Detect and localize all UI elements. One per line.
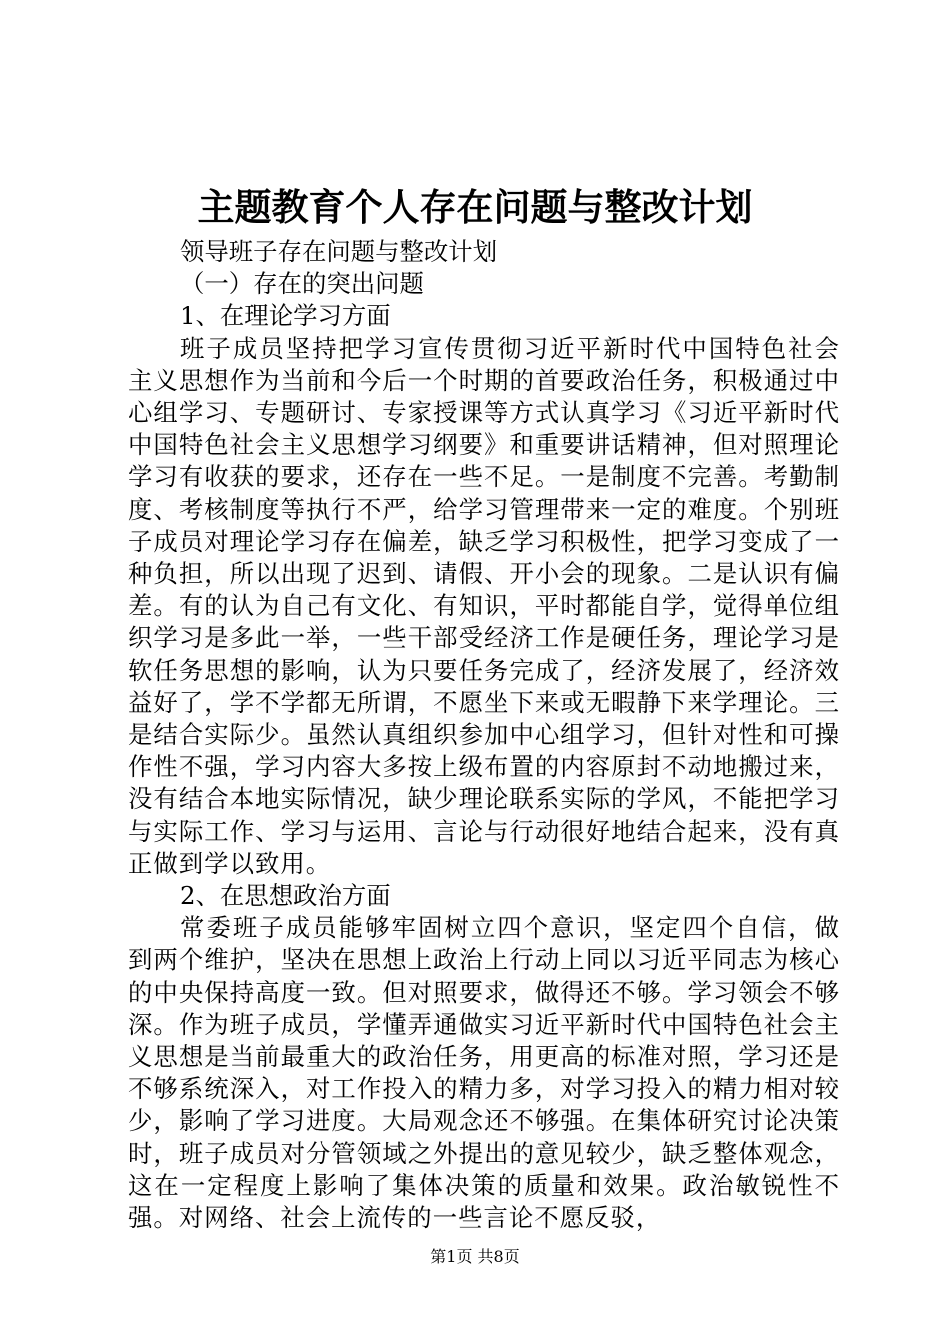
document-body	[128, 236, 840, 1234]
paragraph-politics: 常委班子成员能够牢固树立四个意识，坚定四个自信，做到两个维护，坚决在思想上政治上行动上同以习近平同志为核心的中央保持高度一致。但对照要求，做得还不够。学习领会不够深。作为班子成员，学懂弄通做实习近平新时代中国特色社会主义思想是当前最重大的政治任务，用更高的标准对照，学习还是不够系统深入，对工作投入的精力多，对学习投入的精力相对较少，影响了学习进度。大局观念还不够强。在集体研究讨论决策时，班子成员对分管领域之外提出的意见较少，缺乏整体观念，这在一定程度上影响了集体决策的质量和效果。政治敏锐性不强。对网络、社会上流传的一些言论不愿反驳，	[128, 913, 840, 1233]
paragraph-theory: 班子成员坚持把学习宣传贯彻习近平新时代中国特色社会主义思想作为当前和今后一个时期的首要政治任务，积极通过中心组学习、专题研讨、专家授课等方式认真学习《习近平新时代中国特色社会主义思想学习纲要》和重要讲话精神，但对照理论学习有收获的要求，还存在一些不足。一是制度不完善。考勤制度、考核制度等执行不严，给学习管理带来一定的难度。个别班子成员对理论学习存在偏差，缺乏学习积极性，把学习变成了一种负担，所以出现了迟到、请假、开小会的现象。二是认识有偏差。有的认为自己有文化、有知识，平时都能自学，觉得单位组织学习是多此一举，一些干部受经济工作是硬任务，理论学习是软任务思想的影响，认为只要任务完成了，经济发展了，经济效益好了，学不学都无所谓，不愿坐下来或无暇静下来学理论。三是结合实际少。虽然认真组织参加中心组学习，但针对性和可操作性不强，学习内容大多按上级布置的内容原封不动地搬过来，没有结合本地实际情况，缺少理论联系实际的学风，不能把学习与实际工作、学习与运用、言论与行动很好地结合起来，没有真正做到学以致用。	[128, 333, 840, 878]
page-footer: 第1页 共8页	[430, 1247, 520, 1266]
section-heading-leadership: 领导班子存在问题与整改计划	[180, 237, 498, 266]
subsection-heading-theory: 1、在理论学习方面	[180, 301, 391, 331]
subsection-heading-politics: 2、在思想政治方面	[180, 881, 391, 911]
section-heading-problems: （一）存在的突出问题	[180, 269, 424, 299]
document-title: 主题教育个人存在问题与整改计划	[197, 186, 753, 229]
